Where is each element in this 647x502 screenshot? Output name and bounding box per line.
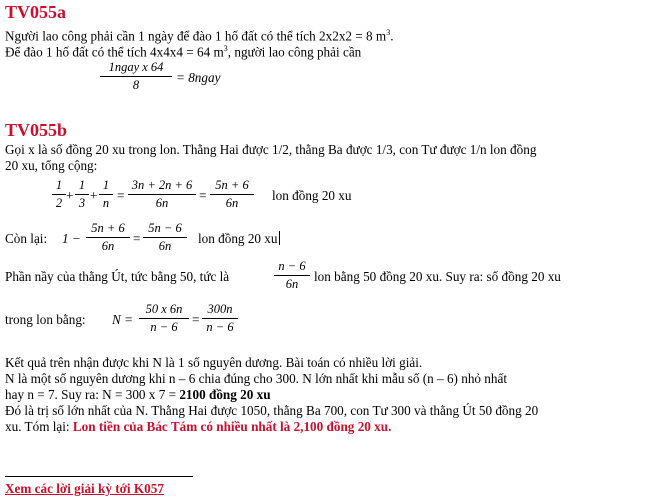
conclusion-summary: Lon tiền của Bác Tám có nhiều nhất là 2,100 đồng 20 xu. xyxy=(72,419,392,434)
n-frac-1-num: 50 x 6n xyxy=(145,302,183,316)
n-frac-2-num: 300n xyxy=(207,302,233,316)
tv055a-line2-sup: 3 xyxy=(223,44,228,53)
fraction-bar xyxy=(100,76,172,77)
heading-tv055a: TV055a xyxy=(5,2,67,22)
conclusion-line-3-bold: 2100 đồng 20 xu xyxy=(179,387,271,402)
ut-frac xyxy=(274,259,310,292)
tv055a-line1-sup: 3 xyxy=(386,28,391,37)
ut-text-b: lon bằng 50 đồng 20 xu. Suy ra: số đồng 20 xu xyxy=(314,269,561,284)
sum-plus-1: + xyxy=(66,188,74,203)
sum-frac-5-den: 6n xyxy=(225,196,239,210)
sum-frac-4-num: 3n + 2n + 6 xyxy=(131,178,193,192)
sum-frac-1-num: 1 xyxy=(55,178,63,192)
conclusion-line-5-text: xu. Tóm lại: xyxy=(5,419,73,434)
n-lhs: N = xyxy=(112,312,133,327)
sum-frac-4-den: 6n xyxy=(155,196,169,210)
fraction-bar xyxy=(52,194,66,195)
n-eq: = xyxy=(192,312,200,327)
conclusion-line-4: Đó là trị số lớn nhất của N. Thằng Hai được 1050, thằng Ba 700, con Tư 300 và thằng Út 50 đồng 20 xyxy=(5,403,539,418)
footer-divider xyxy=(5,476,193,477)
tv055a-frac-den: 8 xyxy=(132,78,140,92)
fraction-bar xyxy=(143,237,187,238)
sum-frac-2 xyxy=(75,178,89,211)
tv055b-line1: Gọi x là số đồng 20 xu trong lon. Thằng Hai được 1/2, thằng Ba được 1/3, con Tư được 1/n lon đồng xyxy=(5,142,537,157)
sum-frac-3-den: n xyxy=(102,196,110,210)
sum-frac-1-den: 2 xyxy=(55,196,63,210)
sum-plus-2: + xyxy=(90,188,98,203)
sum-frac-5 xyxy=(210,178,254,211)
remain-frac-1 xyxy=(86,221,130,254)
ut-text-a: Phần nầy của thằng Út, tức bằng 50, tức là xyxy=(5,269,230,284)
remain-eq: = xyxy=(133,231,141,246)
tv055a-fraction xyxy=(100,60,172,93)
tv055a-frac-result: = 8ngay xyxy=(176,70,221,85)
n-frac-2 xyxy=(202,302,238,335)
remain-frac-2-num: 5n − 6 xyxy=(148,221,182,235)
tv055a-line2 xyxy=(5,41,361,60)
tv055a-line2-end: , người lao công phải cần xyxy=(227,44,362,60)
fraction-bar xyxy=(202,318,238,319)
tv055a-line1-text: Người lao công phải cần 1 ngày để đào 1 hố đất có thể tích 2x2x2 = 8 m xyxy=(5,28,387,44)
ut-frac-den: 6n xyxy=(285,277,299,291)
tv055a-line1-end: . xyxy=(390,28,394,44)
fraction-bar xyxy=(128,194,196,195)
n-frac-1 xyxy=(139,302,189,335)
fraction-bar xyxy=(139,318,189,319)
n-frac-1-den: n − 6 xyxy=(150,320,178,334)
tv055a-frac-num: 1ngay x 64 xyxy=(108,60,164,74)
sum-frac-2-num: 1 xyxy=(78,178,86,192)
remain-unit: lon đồng 20 xu xyxy=(198,231,278,246)
remain-one-minus: 1 − xyxy=(62,231,81,246)
sum-frac-3-num: 1 xyxy=(102,178,110,192)
ut-frac-num: n − 6 xyxy=(278,259,306,273)
n-label: trong lon bằng: xyxy=(5,312,86,327)
sum-label: lon đồng 20 xu xyxy=(272,188,352,203)
remain-frac-1-num: 5n + 6 xyxy=(91,221,125,235)
tv055b-line2: 20 xu, tổng cộng: xyxy=(5,158,98,173)
footer-wrap xyxy=(5,481,164,497)
sum-frac-4 xyxy=(128,178,196,211)
text-cursor xyxy=(279,231,280,245)
sum-frac-5-num: 5n + 6 xyxy=(215,178,249,192)
next-solutions-link[interactable]: Xem các lời giải kỳ tới K057 xyxy=(5,481,164,496)
conclusion-line-2: N là một số nguyên dương khi n – 6 chia đúng cho 300. N lớn nhất khi mẫu số (n – 6) nhỏ nhất xyxy=(5,371,508,386)
sum-eq-2: = xyxy=(199,188,207,203)
n-frac-2-den: n − 6 xyxy=(206,320,234,334)
fraction-bar xyxy=(99,194,113,195)
fraction-bar xyxy=(86,237,130,238)
conclusion-line-3 xyxy=(5,387,271,403)
remain-frac-2-den: 6n xyxy=(158,239,172,253)
fraction-bar xyxy=(274,275,310,276)
fraction-bar xyxy=(75,194,89,195)
fraction-bar xyxy=(210,194,254,195)
sum-frac-1 xyxy=(52,178,66,211)
heading-tv055b: TV055b xyxy=(5,120,68,140)
conclusion-line-1: Kết quả trên nhận được khi N là 1 số nguyên dương. Bài toán có nhiều lời giải. xyxy=(5,355,423,370)
sum-frac-3 xyxy=(99,178,113,211)
remain-unit-wrap xyxy=(198,231,280,247)
sum-eq-1: = xyxy=(117,188,125,203)
conclusion-line-5 xyxy=(5,419,391,435)
sum-frac-2-den: 3 xyxy=(78,196,86,210)
conclusion-line-3-text: hay n = 7. Suy ra: N = 300 x 7 = xyxy=(5,387,180,402)
tv055a-line2-text: Để đào 1 hố đất có thể tích 4x4x4 = 64 m xyxy=(5,44,224,60)
remain-frac-1-den: 6n xyxy=(101,239,115,253)
remain-frac-2 xyxy=(143,221,187,254)
remain-label: Còn lại: xyxy=(5,231,48,246)
